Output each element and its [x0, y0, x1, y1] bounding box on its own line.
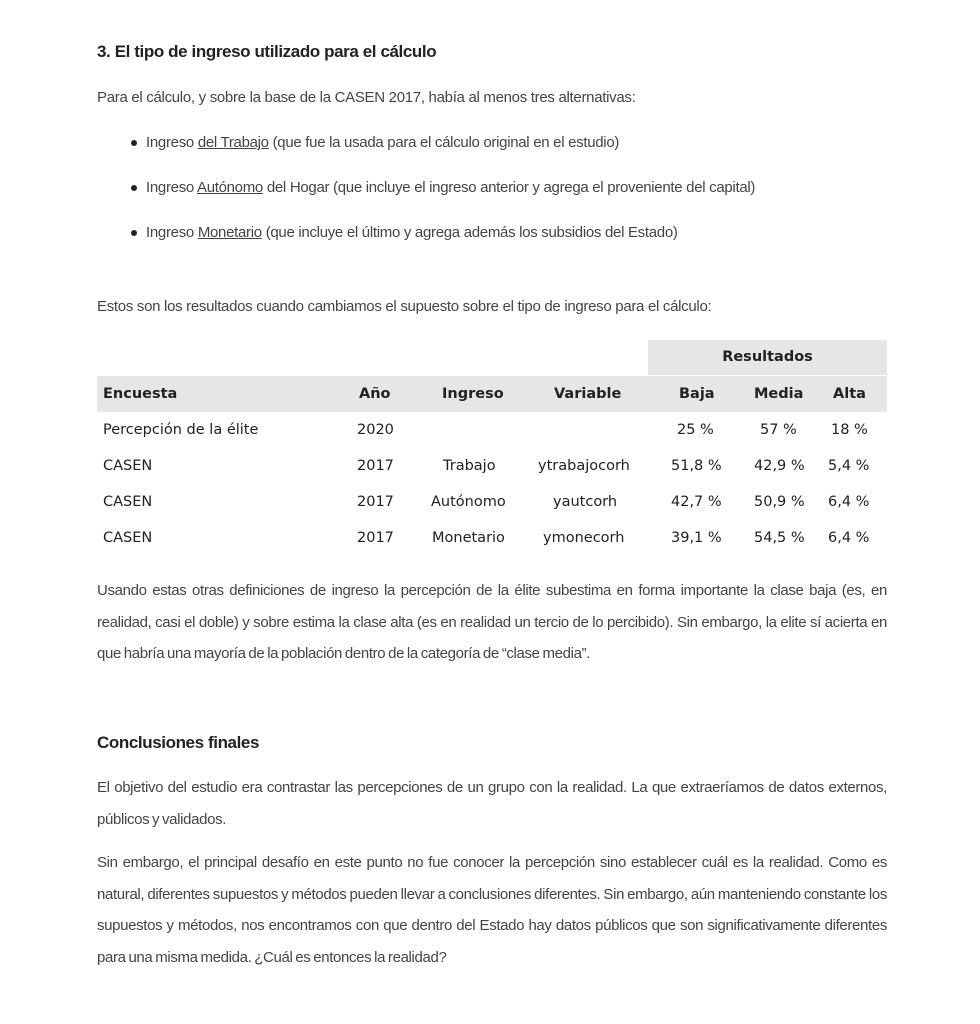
list-item: Ingreso Autónomo del Hogar (que incluye el ingreso anterior y agrega el proveniente del capital) [146, 179, 755, 224]
link-monetario[interactable]: Monetario [197, 224, 262, 241]
bullet-icon [131, 185, 137, 191]
header-encuesta: Encuesta [103, 386, 178, 402]
header-baja: Baja [679, 386, 715, 402]
bullet-icon [131, 230, 137, 236]
link-del-trabajo[interactable]: del Trabajo [197, 134, 269, 151]
list-item: Ingreso del Trabajo (que fue la usada para el cálculo original en el estudio) [146, 134, 755, 179]
results-group-header: Resultados [648, 340, 887, 375]
bullet-icon [131, 140, 137, 146]
list-item: Ingreso Monetario (que incluye el último y agrega además los subsidios del Estado) [146, 224, 755, 269]
table-row: CASEN 2017 Monetario ymonecorh 39,1 % 54,5 % 6,4 % [103, 530, 870, 546]
header-media: Media [754, 386, 804, 402]
conclusions-heading: Conclusiones finales [97, 733, 260, 752]
link-autonomo[interactable]: Autónomo [196, 179, 263, 196]
conclusions-paragraph-2: Sin embargo, el principal desafío en este punto no fue conocer la percepción sino establecer cuál es la realidad. Como es natural, diferentes supuestos y métodos pueden llevar a conclusiones diferentes. Sin embargo, aún manteniendo constante los supuestos y métodos, nos encontramos con que dentro del Estado hay datos públicos que son significativamente diferentes para una misma medida. ¿Cuál es entonces la realidad? [97, 854, 887, 966]
intro-paragraph: Para el cálculo, y sobre la base de la CASEN 2017, había al menos tres alternativas: [97, 89, 636, 106]
header-alta: Alta [833, 386, 866, 402]
header-variable: Variable [554, 386, 622, 402]
conclusions-paragraph-1: El objetivo del estudio era contrastar las percepciones de un grupo con la realidad. La que extraeríamos de datos externos, públicos y validados. [97, 779, 887, 828]
header-ingreso: Ingreso [442, 386, 504, 402]
table-row: CASEN 2017 Autónomo yautcorh 42,7 % 50,9 % 6,4 % [103, 494, 870, 510]
header-ano: Año [359, 386, 391, 402]
income-types-list [146, 134, 755, 269]
analysis-paragraph: Usando estas otras definiciones de ingreso la percepción de la élite subestima en forma importante la clase baja (es, en realidad, casi el doble) y sobre estima la clase alta (es en realidad un tercio de lo percibido). Sin embargo, la elite sí acierta en que habría una mayoría de la población dentro de la categoría de “clase media”. [97, 582, 887, 662]
table-row: CASEN 2017 Trabajo ytrabajocorh 51,8 % 42,9 % 5,4 % [103, 458, 870, 474]
results-intro: Estos son los resultados cuando cambiamos el supuesto sobre el tipo de ingreso para el cálculo: [97, 298, 712, 315]
table-header-row [97, 376, 887, 412]
table-row: Percepción de la élite 2020 25 % 57 % 18 % [103, 422, 868, 438]
section-heading: 3. El tipo de ingreso utilizado para el cálculo [97, 42, 437, 61]
